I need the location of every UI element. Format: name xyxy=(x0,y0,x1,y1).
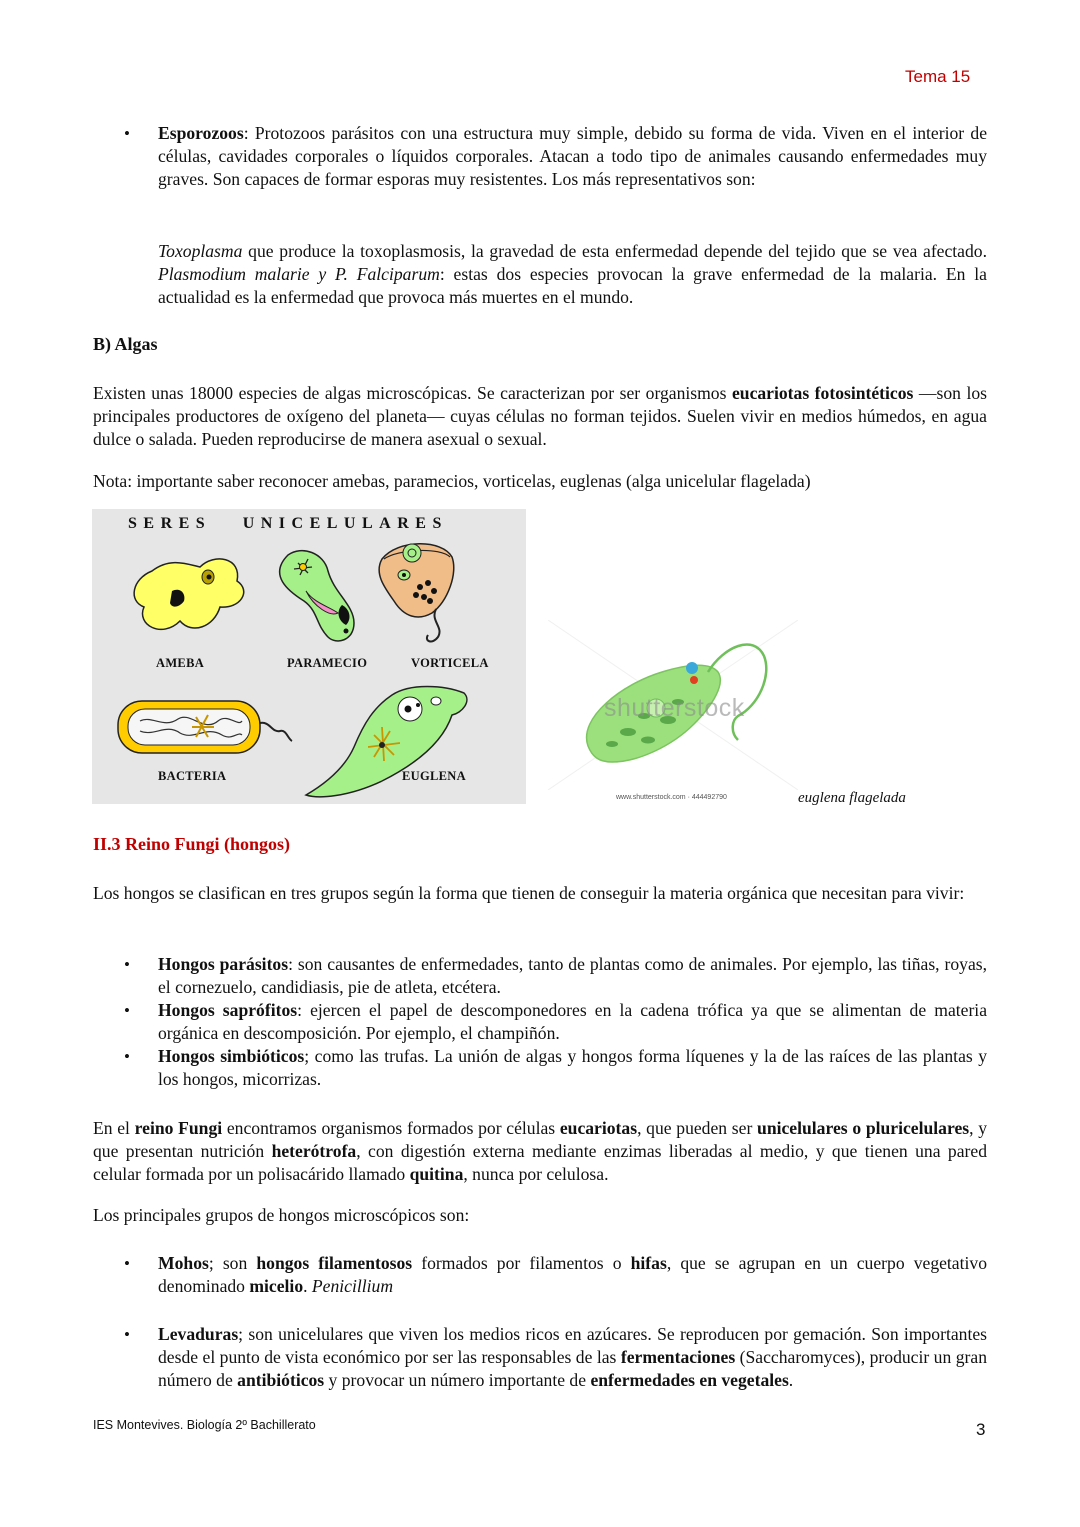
footer-school: IES Montevives. Biología 2º Bachillerato xyxy=(93,1418,316,1432)
text-bold: hongos filamentosos xyxy=(256,1253,413,1273)
text-run: . xyxy=(303,1276,312,1296)
bullet-icon: • xyxy=(124,124,130,143)
text-bold: quitina xyxy=(409,1164,464,1184)
bacteria-icon xyxy=(118,701,292,753)
page-number: 3 xyxy=(976,1420,986,1439)
text-run: , nunca por celulosa. xyxy=(463,1164,609,1184)
text-run: , con digestión externa mediante enzimas liberadas al medio, y que tienen una pared celular formada por un polisacárido llamado xyxy=(93,1141,987,1184)
bullet-icon: • xyxy=(124,955,130,974)
text-bold: Mohos xyxy=(158,1253,209,1273)
algas-text-a: Existen unas 18000 especies de algas microscópicas. Se caracterizan por ser organismos xyxy=(93,383,732,403)
text-run: . xyxy=(788,1370,794,1390)
esporozoos-examples xyxy=(158,240,987,309)
text-bold: micelio xyxy=(249,1276,304,1296)
bullet-icon: • xyxy=(124,1254,130,1273)
text-run: ; son xyxy=(208,1253,257,1273)
fungi-item-simbioticos xyxy=(124,1045,988,1091)
text-bold: antibióticos xyxy=(237,1370,325,1390)
text-bold: enfermedades en vegetales xyxy=(590,1370,789,1390)
text-run: encontramos organismos formados por células xyxy=(222,1118,560,1138)
item-text: : son causantes de enfermedades, tanto de plantas como de animales. Por ejemplo, las tiñas, royas, el cornezuelo, candidiasis, pie de atleta, etcétera. xyxy=(158,954,988,997)
label-vorticela: VORTICELA xyxy=(411,656,489,670)
toxoplasma-text: que produce la toxoplasmosis, la gravedad de esta enfermedad depende del tejido que se vea afectado. xyxy=(242,241,987,261)
text-bold: fermentaciones xyxy=(620,1347,736,1367)
text-run: (Saccharomyces), producir un gran número de xyxy=(158,1347,987,1390)
euglena-stock-image xyxy=(548,620,798,801)
euglena-caption: euglena flagelada xyxy=(798,790,906,806)
plasmodium-text: : estas dos especies provocan la grave enfermedad de la malaria. En la actualidad es la enfermedad que provoca más muertes en el mundo. xyxy=(158,264,987,307)
topic-header: Tema 15 xyxy=(905,67,971,86)
text-bold: hifas xyxy=(630,1253,667,1273)
text-bold: unicelulares o pluricelulares xyxy=(757,1118,970,1138)
figure-title: SERES UNICELULARES xyxy=(128,515,448,532)
fungi-item-parasitos xyxy=(124,953,988,999)
vorticella-icon xyxy=(379,544,454,642)
levaduras-item xyxy=(124,1323,987,1392)
stock-watermark: shutterstock xyxy=(604,694,745,722)
text-bold: Levaduras xyxy=(158,1324,239,1344)
item-text: ; como las trufas. La unión de algas y hongos forma líquenes y la de las raíces de las plantas y los hongos, micorrizas. xyxy=(158,1046,988,1089)
algas-text-bold: eucariotas fotosintéticos xyxy=(731,383,914,403)
micro-fungi-intro: Los principales grupos de hongos microscópicos son: xyxy=(93,1205,470,1225)
algas-paragraph xyxy=(93,382,987,451)
label-euglena: EUGLENA xyxy=(402,769,466,783)
text-run: , que pueden ser xyxy=(637,1118,758,1138)
fungi-paragraph xyxy=(93,1117,987,1186)
plasmodium-name: Plasmodium malarie y P. Falciparum xyxy=(158,264,440,284)
bullet-icon: • xyxy=(124,1325,130,1344)
esporozoos-item xyxy=(124,122,987,191)
item-title: Hongos simbióticos xyxy=(158,1046,305,1066)
text-run: , que se agrupan en un cuerpo vegetativo denominado xyxy=(158,1253,987,1296)
text-bold: reino Fungi xyxy=(134,1118,223,1138)
text-run: y provocar un número importante de xyxy=(324,1370,591,1390)
ameba-icon xyxy=(134,559,244,629)
stock-caption: www.shutterstock.com · 444492790 xyxy=(616,794,727,801)
text-bold: eucariotas xyxy=(559,1118,638,1138)
label-ameba: AMEBA xyxy=(156,656,205,670)
toxoplasma-name: Toxoplasma xyxy=(158,241,243,261)
fungi-intro: Los hongos se clasifican en tres grupos según la forma que tienen de conseguir la materia orgánica que necesitan para vivir: xyxy=(93,883,965,903)
algas-heading: B) Algas xyxy=(93,334,158,354)
bullet-icon: • xyxy=(124,1001,130,1020)
text-run: ; son unicelulares que viven los medios ricos en azúcares. Se reproducen por gemación. Son importantes desde el punto de vista económico por ser las responsables de las xyxy=(158,1324,987,1367)
text-italic: Penicillium xyxy=(311,1276,394,1296)
algas-text-c: —son los principales productores de oxígeno del planeta— cuyas células no forman tejidos. Suelen vivir en medios húmedos, en agua dulce o salada. Pueden reproducirse de manera asexual o sexual. xyxy=(93,383,987,449)
text-bold: heterótrofa xyxy=(271,1141,357,1161)
fungi-item-saprofitos xyxy=(124,999,988,1045)
paramecium-icon xyxy=(280,551,354,641)
bullet-icon: • xyxy=(124,1047,130,1066)
item-text: : ejercen el papel de descomponedores en la cadena trófica ya que se alimentan de materia orgánica en descomposición. Por ejemplo, el champiñón. xyxy=(158,1000,988,1043)
text-run: , y que presentan nutrición xyxy=(93,1118,988,1161)
text-run: formados por filamentos o xyxy=(412,1253,631,1273)
esporozoos-text: : Protozoos parásitos con una estructura muy simple, debido su forma de vida. Viven en el interior de células, cavidades corporales o líquidos corporales. Atacan a todo tipo de animales causando enfermedades muy graves. Son capaces de formar esporas muy resistentes. Los más representativos son: xyxy=(158,123,987,189)
label-bacteria: BACTERIA xyxy=(158,769,227,783)
esporozoos-title: Esporozoos xyxy=(158,123,244,143)
label-paramecio: PARAMECIO xyxy=(287,656,368,670)
fungi-heading: II.3 Reino Fungi (hongos) xyxy=(93,834,291,854)
algas-note: Nota: importante saber reconocer amebas, paramecios, vorticelas, euglenas (alga unicelular flagelada) xyxy=(93,471,811,491)
item-title: Hongos parásitos xyxy=(158,954,289,974)
unicellular-figure xyxy=(92,509,526,804)
text-run: En el xyxy=(93,1118,135,1138)
item-title: Hongos saprófitos xyxy=(158,1000,298,1020)
mohos-item xyxy=(124,1252,987,1298)
